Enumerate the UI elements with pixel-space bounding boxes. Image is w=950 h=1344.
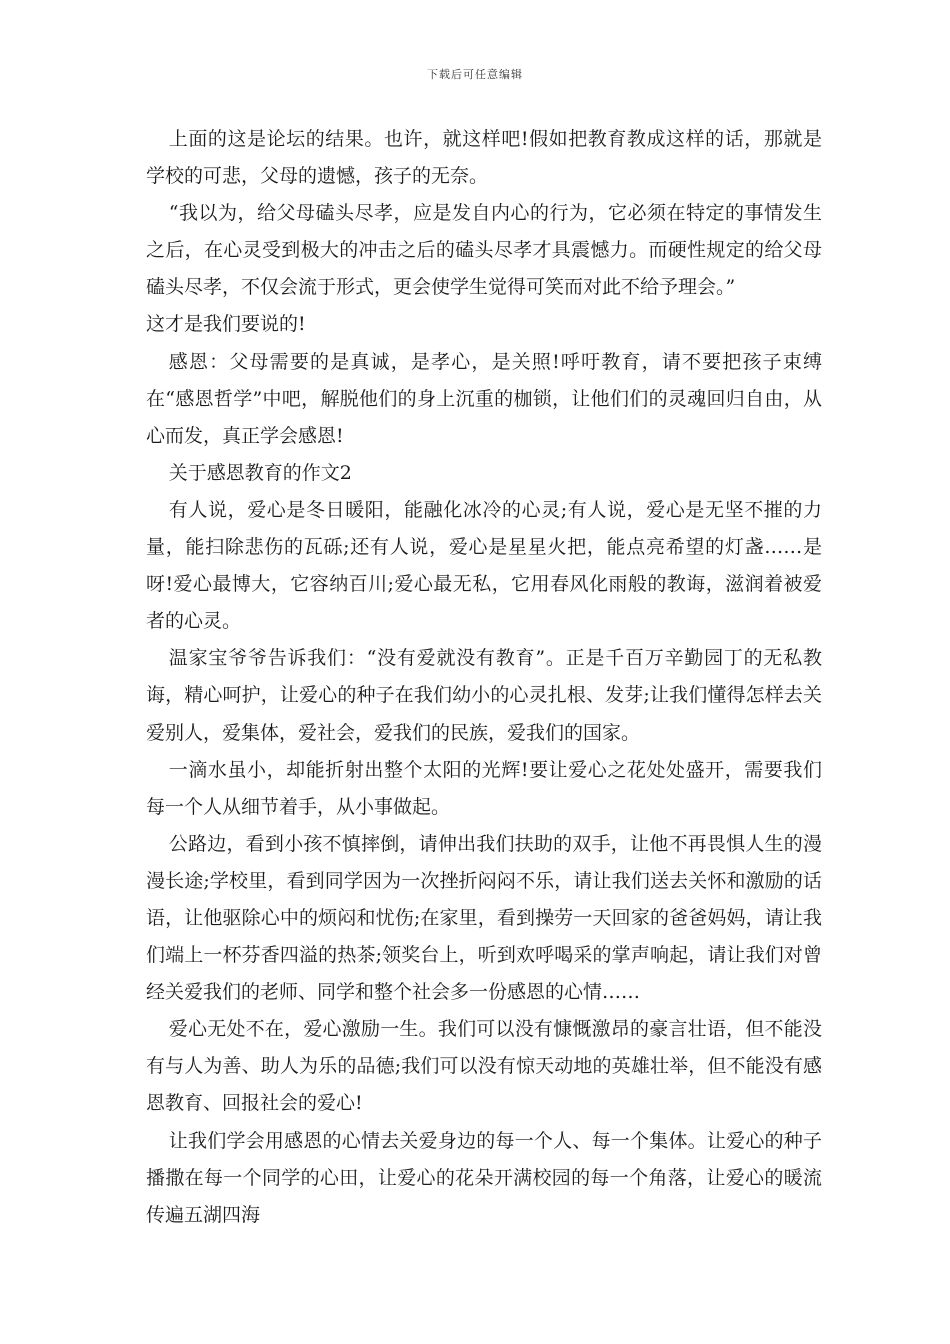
paragraph: 温家宝爷爷告诉我们：“没有爱就没有教育”。正是千百万辛勤园丁的无私教诲，精心呵护，让爱心的种子在我们幼小的心灵扎根、发芽;让我们懂得怎样去关爱别人，爱集体，爱社会，爱我们的民族，爱我们的国家。 (146, 647, 822, 744)
page-header-note: 下载后可任意编辑 (427, 68, 523, 81)
paragraph: 这才是我们要说的! (146, 313, 306, 336)
paragraph: 上面的这是论坛的结果。也许，就这样吧!假如把教育教成这样的话，那就是学校的可悲，父母的遗憾，孩子的无奈。 (146, 128, 822, 188)
section-title: 关于感恩教育的作文2 (168, 461, 352, 484)
paragraph: 有人说，爱心是冬日暖阳，能融化冰冷的心灵;有人说，爱心是无坚不摧的力量，能扫除悲伤的瓦砾;还有人说，爱心是星星火把，能点亮希望的灯盏……是呀!爱心最博大，它容纳百川;爱心最无私，它用春风化雨般的教诲，滋润着被爱者的心灵。 (146, 498, 822, 633)
paragraph: 爱心无处不在，爱心激励一生。我们可以没有慷慨激昂的豪言壮语，但不能没有与人为善、助人为乐的品德;我们可以没有惊天动地的英雄壮举，但不能没有感恩教育、回报社会的爱心! (146, 1018, 822, 1115)
paragraph: 感恩：父母需要的是真诚，是孝心，是关照!呼吁教育，请不要把孩子束缚在“感恩哲学”中吧，解脱他们的身上沉重的枷锁，让他们们的灵魂回归自由，从心而发，真正学会感恩! (146, 350, 822, 447)
paragraph: 让我们学会用感恩的心情去关爱身边的每一个人、每一个集体。让爱心的种子播撒在每一个同学的心田，让爱心的花朵开满校园的每一个角落，让爱心的暖流传遍五湖四海 (146, 1129, 822, 1226)
document-body (146, 121, 822, 1234)
paragraph: “我以为，给父母磕头尽孝，应是发自内心的行为，它必须在特定的事情发生之后，在心灵受到极大的冲击之后的磕头尽孝才具震憾力。而硬性规定的给父母磕头尽孝，不仅会流于形式，更会使学生觉得可笑而对此不给予理会。” (146, 202, 822, 299)
paragraph: 一滴水虽小，却能折射出整个太阳的光辉!要让爱心之花处处盛开，需要我们每一个人从细节着手，从小事做起。 (146, 758, 822, 818)
paragraph: 公路边，看到小孩不慎摔倒，请伸出我们扶助的双手，让他不再畏惧人生的漫漫长途;学校里，看到同学因为一次挫折闷闷不乐，请让我们送去关怀和激励的话语，让他驱除心中的烦闷和忧伤;在家里，看到操劳一天回家的爸爸妈妈，请让我们端上一杯芬香四溢的热茶;领奖台上，听到欢呼喝采的掌声响起，请让我们对曾经关爱我们的老师、同学和整个社会多一份感恩的心情…… (146, 832, 822, 1004)
